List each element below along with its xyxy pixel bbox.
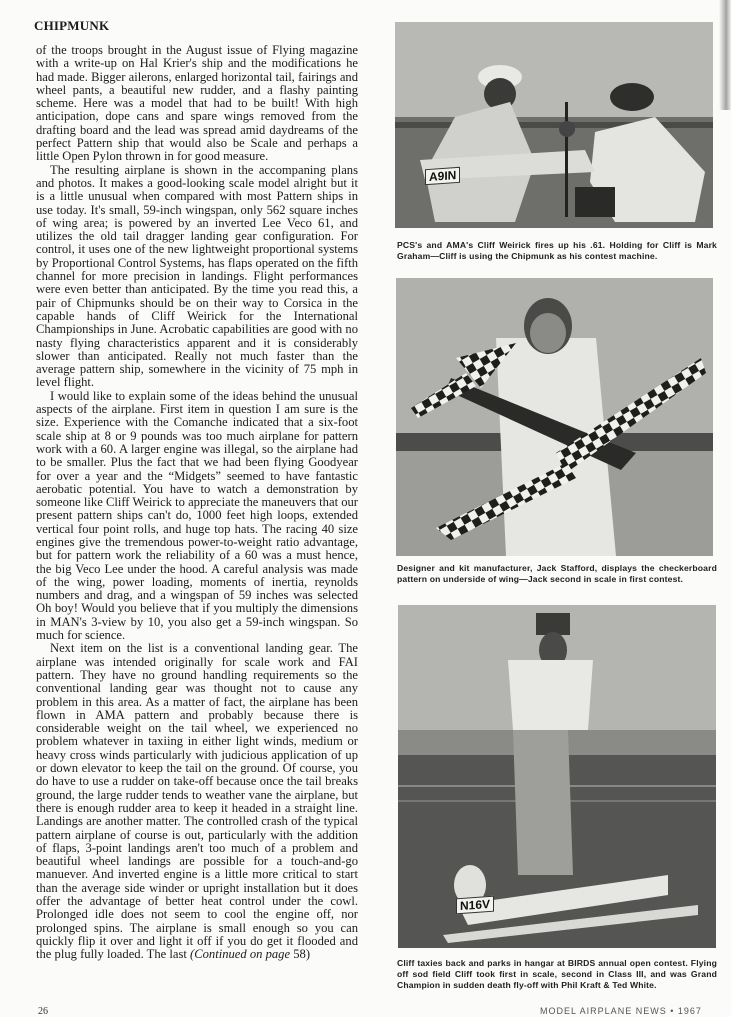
registration-tag: N16V bbox=[456, 896, 494, 915]
running-footer: MODEL AIRPLANE NEWS • 1967 bbox=[540, 1006, 702, 1016]
photo-checkerboard-illustration bbox=[396, 278, 713, 556]
continued-note: (Continued on page bbox=[190, 947, 291, 962]
article-paragraph-text: Next item on the list is a conventional landing gear. The airplane was intended originally for scale work and FAI pattern. They have no ground handling requirements so the conventional landing gear was thought not to cause any problem in this area. As a matter of fact, the airplane has been flown in AMA pattern and probably because there is considerable weight on the tail wheel, we experienced no problem whatever in taxiing in either light winds, medium or heavy cross winds particularly with judicious application of up or down elevator to keep the tail on the ground. Of course, you do have to use a rudder on take-off because once the tail breaks ground, the large rudder tends to weather vane the airplane, but there is enough rudder area to keep it headed in a straight line. Landings are another matter. The controlled crash of the typical pattern airplane of course is out, particularly with the addition of flaps, 3-point landings aren't too much of a problem and beautiful wheel landings are possible for a touch-and-go manuever. And inverted engine is a little more critical to start than the average side winder or upright installation but it does offer the advantage of better heat control under the cowl. Prolonged idle does not seem to cool the engine off, nor prolonged spins. The airplane is small enough so you can quickly flip it over and light it off if you do get it flooded and the plug fully loaded. The last bbox=[36, 641, 358, 962]
photo-engine-start-illustration bbox=[395, 22, 713, 228]
article-paragraph: of the troops brought in the August issue of Flying magazine with a write-up on Hal Krier's ship and the modifications he had made. Bigger ailerons, enlarged horizontal tail, fairings and wheel pants, a beautiful new rudder, and a flashy painting scheme. Here was a model that had to be built! With high anticipation, dope cans and spare wings removed from the drafting board and the lead was spread amid daydreams of the perfect Pattern ship that would also be Scale and perhaps a little Open Pylon thrown in for good measure. bbox=[36, 43, 358, 164]
photo-taxi-illustration bbox=[398, 605, 716, 948]
scan-edge-shadow bbox=[719, 0, 731, 110]
photo-caption: Designer and kit manufacturer, Jack Stafford, displays the checkerboard pattern on underside of wing—Jack second in scale in first contest. bbox=[397, 563, 717, 584]
section-title: CHIPMUNK bbox=[34, 18, 110, 33]
photo-checkerboard-wing bbox=[396, 278, 713, 556]
photo-caption: Cliff taxies back and parks in hangar at BIRDS annual open contest. Flying off sod field Cliff took first in scale, second in Class III, and was Grand Champion in sudden death fly-off with Phil Kraft & Ted White. bbox=[397, 958, 717, 990]
article-paragraph-last bbox=[36, 642, 358, 961]
page-number: 26 bbox=[38, 1006, 48, 1017]
article-paragraph: I would like to explain some of the ideas behind the unusual aspects of the airplane. First item in question I am sure is the size. Experience with the Comanche indicated that a six-foot scale ship at 8 or 9 pounds was too much airplane for pattern work with a 60. A larger engine was illegal, so the airplane had to be smaller. Plus the fact that we had been flying Goodyear for over a year and the “Midgets” seemed to have fantastic aerobatic potential. You have to watch a demonstration by someone like Cliff Weirick to appreciate the maneuvers that our present pattern ships can't do, 1000 feet high loops, extended vertical four point rolls, and huge top hats. The racing 40 size engines give the tremendous power-to-weight ratio advantage, but for pattern work the reliability of a 60 was a must hence, the big Veco Lee under the hood. A careful analysis was made of the wing, power loading, moments of inertia, reynolds numbers and drag, and a wingspan of 59 inches was selected Oh boy! Would you believe that if you multiply the dimensions in MAN's 3-view by 10, you also get a 59-inch wingspan. So much for science. bbox=[36, 388, 359, 643]
photo-engine-start bbox=[395, 22, 713, 228]
photo-caption: PCS's and AMA's Cliff Weirick fires up his .61. Holding for Cliff is Mark Graham—Cliff is using the Chipmunk as his contest machine. bbox=[397, 240, 717, 261]
article-body bbox=[36, 44, 358, 961]
article-paragraph: The resulting airplane is shown in the accompaning plans and photos. It makes a good-looking scale model alright but it is a little unusual when compared with most Pattern ships in use today. It's small, 59-inch wingspan, only 562 square inches of wing area; is powered by an inverted Lee Veco 61, and utilizes the old tail dragger landing gear configuration. For control, it uses one of the new lightweight proportional systems by Proportional Control Systems, has flaps operated on the fifth channel for more precision in landings. Flight performances were even better than anticipated. By the time you read this, a pair of Chipmunks should be on their way to Corsica in the capable hands of Cliff Weirick for the International Championships in June. Acrobatic capabilities are good with no nasty flying characteristics apparent and it is considerably slower than anticipated. Really not much faster than the average pattern ship, somewhere in the vicinity of 75 mph in level flight. bbox=[36, 162, 358, 390]
registration-tag: A9IN bbox=[425, 167, 460, 185]
continued-page-link[interactable]: 58) bbox=[293, 947, 311, 962]
photo-taxi-parked bbox=[398, 605, 716, 948]
